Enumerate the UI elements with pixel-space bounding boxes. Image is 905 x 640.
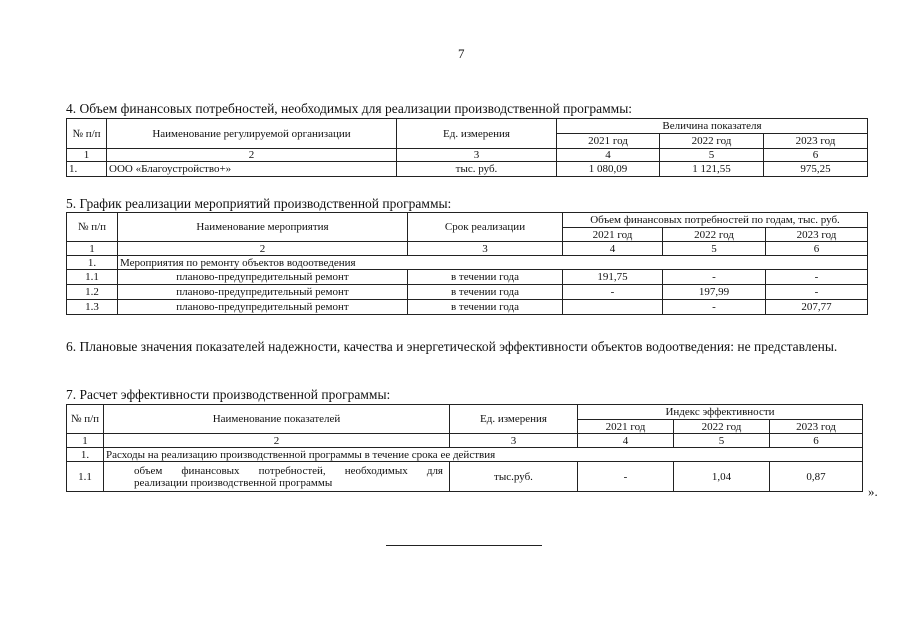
index-cell: 5 xyxy=(674,434,770,448)
row-num: 1.3 xyxy=(67,300,118,315)
section-5-title: 5. График реализации мероприятий производственной программы: xyxy=(66,196,452,211)
value-2022: 1 121,55 xyxy=(660,162,764,177)
indicator-name-line-1: объем финансовых потребностей, необходимых для xyxy=(134,464,443,477)
index-cell: 4 xyxy=(578,434,674,448)
table-row xyxy=(67,162,868,177)
header-indicator-value: Величина показателя xyxy=(557,119,868,134)
term: в течении года xyxy=(408,270,563,285)
header-num: № п/п xyxy=(67,405,104,434)
term: в течении года xyxy=(408,285,563,300)
group-row xyxy=(67,448,863,462)
table-row xyxy=(67,462,863,492)
value-2021: - xyxy=(563,285,663,300)
header-year-2023: 2023 год xyxy=(764,134,868,149)
org-name: ООО «Благоустройство+» xyxy=(107,162,397,177)
index-cell: 3 xyxy=(450,434,578,448)
value-2023: - xyxy=(766,285,868,300)
value-2021 xyxy=(563,300,663,315)
section-6-text: 6. Плановые значения показателей надежности, качества и энергетической эффективности объектов водоотведения: не представлены. xyxy=(66,339,838,354)
value-2022: 1,04 xyxy=(674,462,770,492)
header-year-2021: 2021 год xyxy=(563,228,663,242)
header-efficiency-index: Индекс эффективности xyxy=(578,405,863,420)
header-financial-needs: Объем финансовых потребностей по годам, тыс. руб. xyxy=(563,213,868,228)
group-row xyxy=(67,256,868,270)
header-unit: Ед. измерения xyxy=(450,405,578,434)
header-year-2022: 2022 год xyxy=(660,134,764,149)
table-row xyxy=(67,285,868,300)
indicator-name xyxy=(104,462,450,492)
header-term: Срок реализации xyxy=(408,213,563,242)
row-num: 1.2 xyxy=(67,285,118,300)
index-cell: 4 xyxy=(557,149,660,162)
section-4-title: 4. Объем финансовых потребностей, необходимых для реализации производственной программы: xyxy=(66,101,633,116)
header-year-2022: 2022 год xyxy=(674,420,770,434)
group-title: Расходы на реализацию производственной программы в течение срока ее действия xyxy=(104,448,863,462)
header-year-2023: 2023 год xyxy=(766,228,868,242)
value-2022: - xyxy=(663,270,766,285)
activity-name: планово-предупредительный ремонт xyxy=(118,270,408,285)
index-cell: 6 xyxy=(764,149,868,162)
header-indicator-name: Наименование показателей xyxy=(104,405,450,434)
header-year-2021: 2021 год xyxy=(578,420,674,434)
section-7-title: 7. Расчет эффективности производственной программы: xyxy=(66,387,391,402)
value-2023: 207,77 xyxy=(766,300,868,315)
index-cell: 5 xyxy=(660,149,764,162)
row-num: 1.1 xyxy=(67,270,118,285)
section-5-table xyxy=(66,212,868,315)
index-cell: 1 xyxy=(67,242,118,256)
group-num: 1. xyxy=(67,256,118,270)
index-cell: 4 xyxy=(563,242,663,256)
header-num: № п/п xyxy=(67,119,107,149)
index-cell: 2 xyxy=(104,434,450,448)
group-title: Мероприятия по ремонту объектов водоотведения xyxy=(118,256,868,270)
row-num: 1. xyxy=(67,162,107,177)
group-num: 1. xyxy=(67,448,104,462)
section-4-table xyxy=(66,118,868,177)
value-2021: 191,75 xyxy=(563,270,663,285)
index-cell: 2 xyxy=(118,242,408,256)
value-2021: 1 080,09 xyxy=(557,162,660,177)
page-number: 7 xyxy=(458,46,465,61)
header-num: № п/п xyxy=(67,213,118,242)
index-cell: 1 xyxy=(67,434,104,448)
value-2023: 0,87 xyxy=(770,462,863,492)
indicator-name-line-2: реализации производственной программы xyxy=(134,476,333,489)
value-2022: - xyxy=(663,300,766,315)
footnote-separator-line xyxy=(386,545,542,546)
table-row xyxy=(67,270,868,285)
value-2023: 975,25 xyxy=(764,162,868,177)
closing-quote-mark: ». xyxy=(868,484,878,499)
section-7-table xyxy=(66,404,863,492)
value-2023: - xyxy=(766,270,868,285)
index-cell: 3 xyxy=(397,149,557,162)
activity-name: планово-предупредительный ремонт xyxy=(118,300,408,315)
header-year-2022: 2022 год xyxy=(663,228,766,242)
index-cell: 6 xyxy=(770,434,863,448)
header-year-2021: 2021 год xyxy=(557,134,660,149)
header-activity-name: Наименование мероприятия xyxy=(118,213,408,242)
header-year-2023: 2023 год xyxy=(770,420,863,434)
index-cell: 6 xyxy=(766,242,868,256)
value-2022: 197,99 xyxy=(663,285,766,300)
unit: тыс. руб. xyxy=(397,162,557,177)
index-cell: 3 xyxy=(408,242,563,256)
index-cell: 2 xyxy=(107,149,397,162)
header-org-name: Наименование регулируемой организации xyxy=(107,119,397,149)
activity-name: планово-предупредительный ремонт xyxy=(118,285,408,300)
value-2021: - xyxy=(578,462,674,492)
header-unit: Ед. измерения xyxy=(397,119,557,149)
index-cell: 5 xyxy=(663,242,766,256)
term: в течении года xyxy=(408,300,563,315)
table-row xyxy=(67,300,868,315)
unit: тыс.руб. xyxy=(450,462,578,492)
row-num: 1.1 xyxy=(67,462,104,492)
index-cell: 1 xyxy=(67,149,107,162)
